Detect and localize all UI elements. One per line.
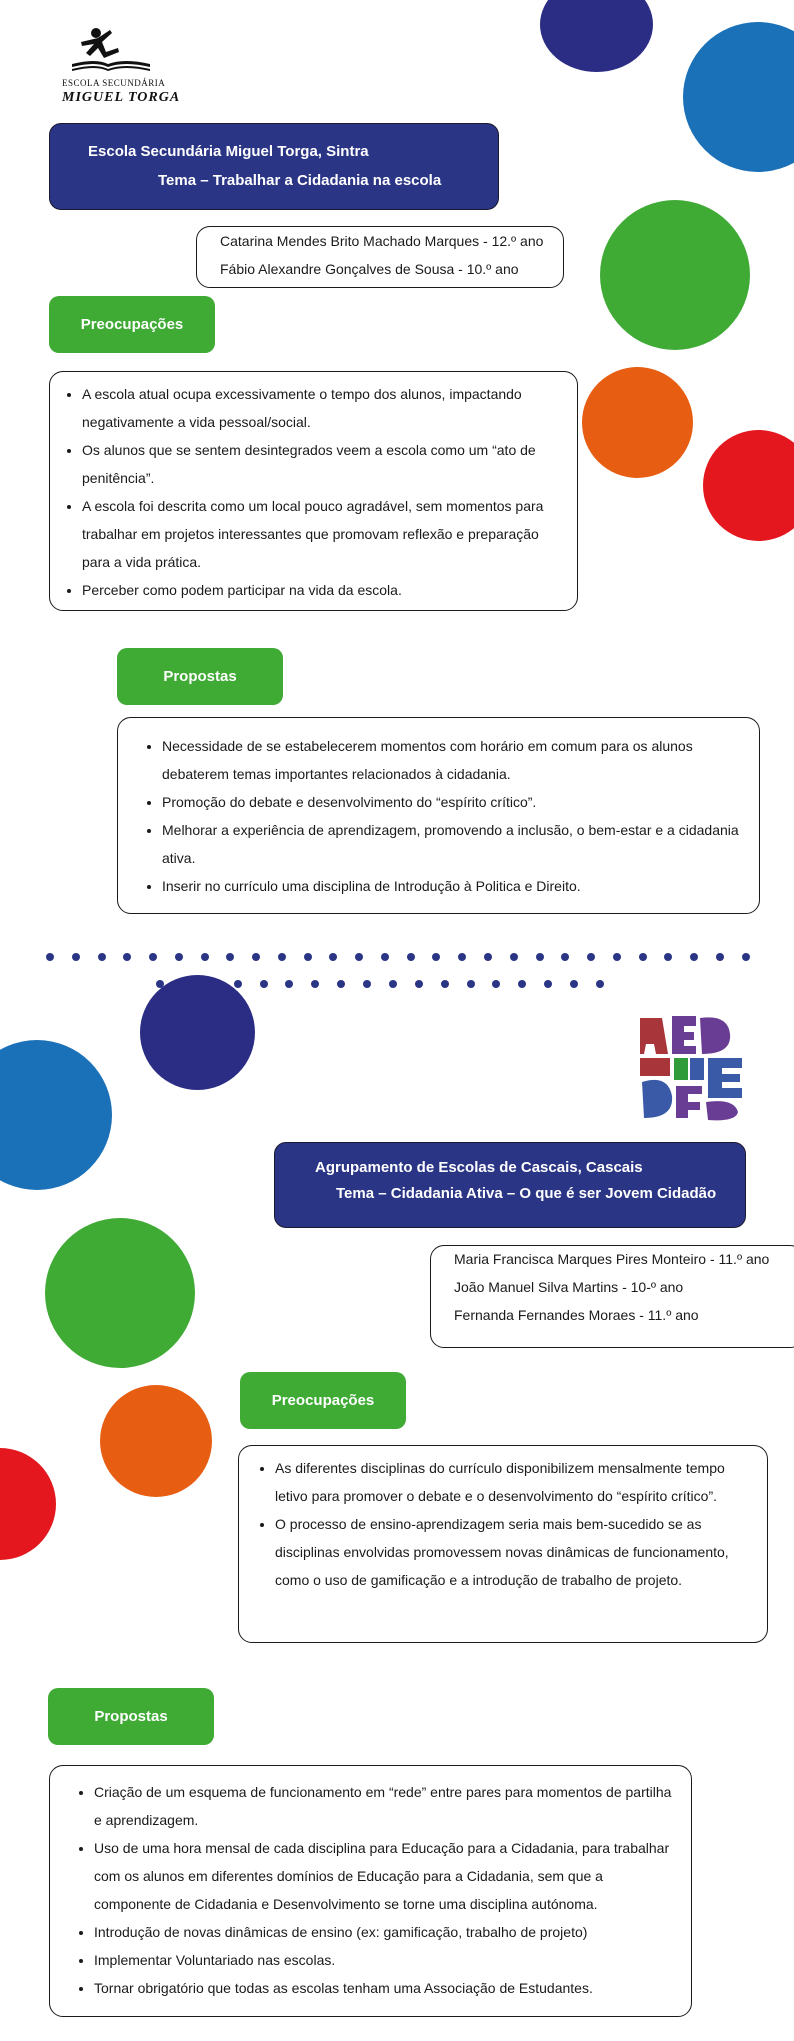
list-item: • Necessidade de se estabelecerem momentos com horário em comum para os alunos debaterem temas importantes relacionados à cidadania.: [162, 732, 741, 788]
list-item: • Os alunos que se sentem desintegrados veem a escola como um “ato de penitência”.: [82, 436, 561, 492]
student-name: Fernanda Fernandes Moraes - 11.º ano: [454, 1307, 699, 1323]
list-item: • Perceber como podem participar na vida da escola.: [82, 576, 561, 604]
section1-proposals-box: [117, 717, 760, 914]
list-item: • A escola atual ocupa excessivamente o tempo dos alunos, impactando negativamente a vida pessoal/social.: [82, 380, 561, 436]
decorative-circle-orange: [582, 367, 693, 478]
list-item: • Promoção do debate e desenvolvimento do “espírito crítico”.: [162, 788, 741, 816]
section1-proposals-list: [118, 732, 741, 900]
proposals-label-text: Propostas: [163, 668, 237, 685]
section1-names-box: [196, 226, 564, 288]
section1-concerns-list: [50, 380, 561, 604]
decorative-circle-navy: [140, 975, 255, 1090]
list-item: • Melhorar a experiência de aprendizagem, promovendo a inclusão, o bem-estar e a cidadania ativa.: [162, 816, 741, 872]
proposals-label-text: Propostas: [94, 1708, 168, 1725]
aecs-logo: [638, 1014, 746, 1122]
logo-text-line1: ESCOLA SECUNDÁRIA: [62, 78, 166, 88]
student-name: Maria Francisca Marques Pires Monteiro - 11.º ano: [454, 1251, 770, 1267]
section2-proposals-box: [49, 1765, 692, 2017]
logo-text-line2: MIGUEL TORGA: [62, 90, 181, 105]
dotted-separator-row1: [46, 953, 750, 961]
section2-names-box: [430, 1245, 794, 1348]
decorative-circle-red: [703, 430, 794, 541]
section1-title-box: [49, 123, 499, 210]
decorative-circle-navy: [540, 0, 653, 72]
section2-concerns-box: [238, 1445, 768, 1643]
decorative-circle-green: [600, 200, 750, 350]
section1-concerns-label: [49, 296, 215, 353]
concerns-label-text: Preocupações: [80, 316, 184, 333]
section1-theme-title: Tema – Trabalhar a Cidadania na escola: [158, 172, 442, 189]
list-item: • A escola foi descrita como um local pouco agradável, sem momentos para trabalhar em projetos interessantes que promovam reflexão e preparação para a vida prática.: [82, 492, 561, 576]
section1-school-title: Escola Secundária Miguel Torga, Sintra: [88, 143, 369, 160]
section2-proposals-label: [48, 1688, 214, 1745]
decorative-circle-blue: [683, 22, 794, 172]
decorative-circle-green: [45, 1218, 195, 1368]
list-item: • Tornar obrigatório que todas as escolas tenham uma Associação de Estudantes.: [94, 1974, 673, 2002]
concerns-label-text: Preocupações: [271, 1392, 375, 1409]
list-item: • As diferentes disciplinas do currículo disponibilizem mensalmente tempo letivo para promover o debate e o desenvolvimento do “espírito crítico”.: [275, 1454, 749, 1510]
section2-school-title: Agrupamento de Escolas de Cascais, Cascais: [315, 1159, 643, 1176]
decorative-circle-orange: [100, 1385, 212, 1497]
section2-title-box: [274, 1142, 746, 1228]
student-name: Fábio Alexandre Gonçalves de Sousa - 10.º ano: [220, 261, 519, 277]
list-item: • Criação de um esquema de funcionamento em “rede” entre pares para momentos de partilha e aprendizagem.: [94, 1778, 673, 1834]
list-item: • O processo de ensino-aprendizagem seria mais bem-sucedido se as disciplinas envolvidas promovessem novas dinâmicas de funcionamento, como o uso de gamificação e a introdução de trabalho de projeto.: [275, 1510, 749, 1594]
miguel-torga-logo: [58, 26, 181, 108]
list-item: • Introdução de novas dinâmicas de ensino (ex: gamificação, trabalho de projeto): [94, 1918, 673, 1946]
section2-concerns-label: [240, 1372, 406, 1429]
decorative-circle-blue: [0, 1040, 112, 1190]
student-name: Catarina Mendes Brito Machado Marques - 12.º ano: [220, 233, 544, 249]
section1-proposals-label: [117, 648, 283, 705]
student-name: João Manuel Silva Martins - 10-º ano: [454, 1279, 684, 1295]
section2-concerns-list: [239, 1454, 749, 1594]
list-item: • Uso de uma hora mensal de cada disciplina para Educação para a Cidadania, para trabalhar com os alunos em diferentes domínios de Educação para a Cidadania, sem que a componente de Cidadania e Desenvolvimento se torne uma disciplina autónoma.: [94, 1834, 673, 1918]
list-item: • Inserir no currículo uma disciplina de Introdução à Politica e Direito.: [162, 872, 741, 900]
aecs-logo-icon: [638, 1014, 746, 1122]
decorative-circle-red: [0, 1448, 56, 1560]
section2-proposals-list: [50, 1778, 673, 2002]
leaping-figure-on-books-icon: [66, 26, 156, 76]
list-item: • Implementar Voluntariado nas escolas.: [94, 1946, 673, 1974]
section1-concerns-box: [49, 371, 578, 611]
section2-theme-title: Tema – Cidadania Ativa – O que é ser Jovem Cidadão: [336, 1185, 717, 1202]
